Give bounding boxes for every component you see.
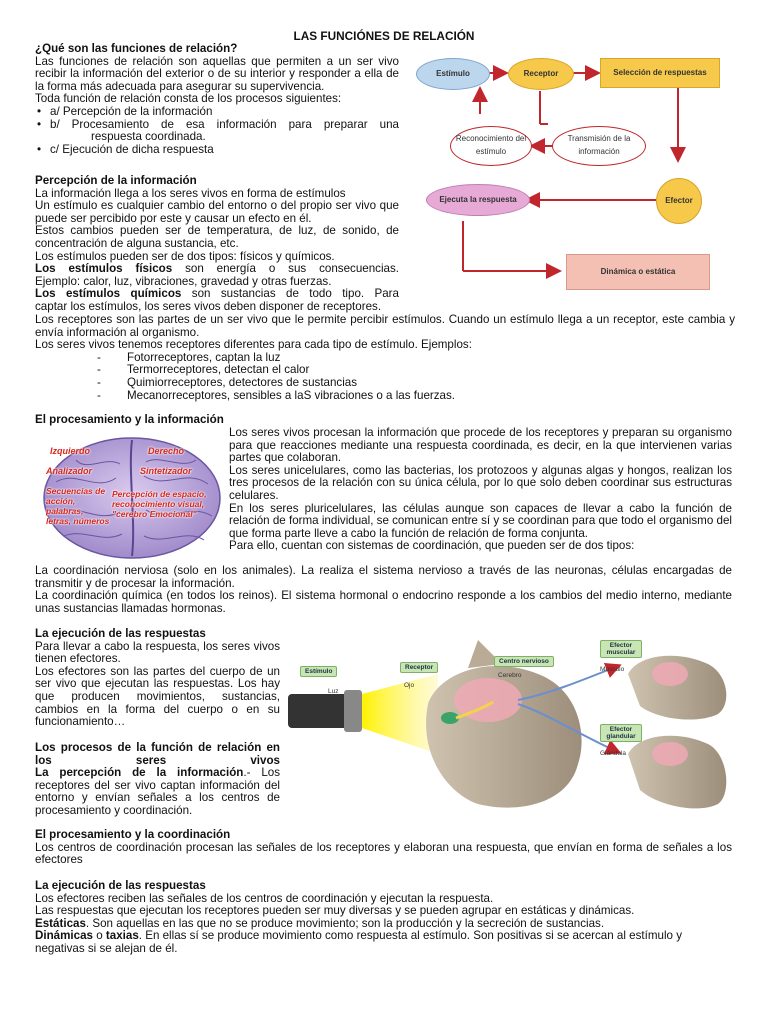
perception-p2: Un estímulo es cualquier cambio del entorno o del propio ser vivo que puede ser percibido por este y causar un efecto en él. (35, 199, 399, 225)
perception-fisicos (35, 263, 399, 276)
processing-p3: En los seres pluricelulares, las células aunque son capaces de llevar a cabo la función de relación de forma individual, se comunican entre sí y se coordinan para que todo el organismo del que forma parte lleve a cabo la función de relación de forma conjunta. (229, 501, 732, 540)
brain-izquierdo-label: Izquierdo (50, 446, 90, 456)
list-item: - Quimiorreceptores, detectores de sustancias (35, 377, 735, 390)
execution2-dinamicas (35, 930, 732, 955)
procesos-body: .- Los receptores del ser vivo captan información del entorno y envían señales a los centros de procesamiento y coordinación. (35, 766, 281, 817)
flow-receptor-node: Receptor (508, 58, 574, 90)
quimicos-bold: Los estímulos químicos (35, 287, 182, 301)
perception-p1: La información llega a los seres vivos en forma de estímulos (35, 186, 346, 200)
coordination-types (35, 565, 732, 615)
dinamicas-text: . En ellas sí se produce movimiento como respuesta al estímulo. Son positivas si se acercan al estímulo y negativas si se alejan de él. (35, 929, 682, 955)
relation-flow-diagram (408, 46, 738, 306)
cat-luz-label: Luz (328, 688, 339, 695)
receptor-types-list (35, 352, 735, 402)
procesos-text (35, 767, 280, 817)
brain-sintetizador-label: Sintetizador (140, 466, 192, 476)
processing-p4: Para ello, cuentan con sistemas de coordinación, que pueden ser de dos tipos: (229, 539, 635, 553)
brain-left-list: Secuencias de acción, palabras, letras, números (46, 486, 110, 526)
processing-heading: El procesamiento y la información (35, 413, 224, 426)
cat-stimulus-illustration (288, 634, 732, 820)
perception-captar: captar los estímulos, los seres vivos deben disponer de receptores. (35, 299, 382, 313)
flow-estimulo-node: Estímulo (416, 58, 490, 90)
cat-receptor-tag: Receptor (400, 662, 438, 673)
brain-illustration (36, 432, 228, 562)
cat-centro-tag: Centro nervioso (494, 656, 554, 667)
execution-section (35, 628, 280, 729)
perception-p4: Los estímulos pueden ser de dos tipos: físicos y químicos. (35, 249, 335, 263)
flow-ejecuta-node: Ejecuta la respuesta (426, 184, 530, 216)
execution2-heading: La ejecución de las respuestas (35, 879, 206, 892)
processing-p5: La coordinación nerviosa (solo en los animales). La realiza el sistema nervioso a través de las neuronas, células encargadas de transmitir y de procesar la información. (35, 564, 732, 590)
list-item: - Fotorreceptores, captan la luz (35, 352, 735, 365)
dinamicas-o: o (93, 929, 106, 943)
procesos-lead: La percepción de la información (35, 766, 244, 780)
quimicos-text: son sustancias de todo tipo. Para (181, 287, 399, 301)
perception-section (35, 175, 399, 314)
execution-p1: Para llevar a cabo la respuesta, los seres vivos tienen efectores. (35, 639, 280, 666)
flow-efector-node: Efector (656, 178, 702, 224)
brain-derecho-label: Derecho (148, 446, 185, 456)
processing-text (229, 427, 732, 553)
brain-analizador-label: Analizador (46, 466, 93, 476)
execution-heading: La ejecución de las respuestas (35, 627, 206, 640)
intro-section (35, 43, 399, 156)
execution-p2: Los efectores son las partes del cuerpo de un ser vivo que ejecutan las respuestas. Los hay que producen movimientos, sustancias, cambios en la forma del cuerpo o en su funcionamiento… (35, 664, 280, 729)
cat-musculo-label: Músculo (600, 666, 625, 673)
list-item: • a/ Percepción de la información (35, 106, 399, 119)
receptores-paragraph: Los receptores son las partes de un ser vivo que le permite percibir estímulos. Cuando un estímulo llega a un receptor, este cambia y envía información al organismo. (35, 313, 735, 339)
flow-transmision-node: Transmisión de la información (552, 126, 646, 166)
processing-p6: La coordinación química (en todos los reinos). El sistema hormonal o endocrino responde a los cambios del medio interno, mediante unas sustancias llamadas hormonas. (35, 589, 732, 615)
procesos-heading: Los procesos de la función de relación en los seres vivos (35, 741, 280, 767)
processing-p2: Los seres unicelulares, como las bacterias, los protozoos y algunas algas y hongos, realizan los tres procesos de la relación con su única célula, por lo que solo deben coordinar sus estructuras celulares. (229, 463, 732, 502)
execution2-p1: Los efectores reciben las señales de los centros de coordinación y ejecutan la respuesta. (35, 891, 494, 905)
list-item-cont: respuesta coordinada. (91, 130, 206, 144)
tenemos-paragraph: Los seres vivos tenemos receptores diferentes para cada tipo de estímulo. Ejemplos: (35, 338, 472, 352)
list-item: • b/ Procesamiento de esa información para preparar una (35, 119, 399, 132)
dinamicas-bold: Dinámicas (35, 929, 93, 943)
coordination-heading: El procesamiento y la coordinación (35, 828, 231, 841)
brain-right-list: Percepción de espacio, reconocimiento visual, "cerebro Emocional" (112, 489, 207, 519)
list-item: - Termorreceptores, detectan el calor (35, 364, 735, 377)
processes-list (35, 106, 399, 156)
flow-reconocimiento-node: Reconocimiento del estímulo (450, 126, 532, 166)
cat-efector-glandular-tag: Efector glandular (600, 724, 642, 742)
procesos-section (35, 742, 280, 818)
intro-heading: ¿Qué son las funciones de relación? (35, 42, 238, 55)
cat-ojo-label: Ojo (404, 682, 415, 689)
perception-heading: Percepción de la información (35, 174, 197, 187)
fisicos-text: son energía o sus consecuencias. (172, 262, 400, 276)
page-title: LAS FUNCIÓNES DE RELACIÓN (293, 29, 475, 43)
estaticas-bold: Estáticas (35, 916, 86, 930)
perception-ejemplo: Ejemplo: calor, luz, vibraciones, gravedad y otras fuerzas. (35, 274, 332, 288)
list-item: - Mecanorreceptores, sensibles a laS vibraciones o a las fuerzas. (35, 390, 735, 403)
perception-p3: Estos cambios pueden ser de temperatura, de luz, de sonido, de concentración de alguna sustancia, etc. (35, 224, 399, 250)
list-item: • c/ Ejecución de dicha respuesta (35, 144, 399, 157)
cat-efector-muscular-tag: Efector muscular (600, 640, 642, 658)
coordination-section (35, 829, 732, 867)
taxias-bold: taxias (105, 929, 139, 943)
execution2-section (35, 880, 732, 956)
flow-dinamica-node: Dinámica o estática (566, 254, 710, 290)
cat-glandula-label: Glándula (600, 750, 627, 757)
receptores-section (35, 314, 735, 402)
cat-cerebro-label: Cerebro (498, 672, 522, 679)
estaticas-text: . Son aquellas en las que no se produce movimiento; son la producción y la secreción de sustancias. (85, 916, 605, 930)
processing-p1: Los seres vivos procesan la información que procede de los receptores y preparan su organismo para que reacciones mediante una respuesta coordinada, es decir, en la que intervienen varias partes que colaboran. (229, 426, 732, 465)
coordination-p1: Los centros de coordinación procesan las señales de los receptores y elaboran una respuesta, que envían en forma de señales a los efectores (35, 840, 732, 867)
execution2-p2: Las respuestas que ejecutan los receptores pueden ser muy diversas y se pueden agrupar en estáticas y dinámicas. (35, 904, 635, 918)
flow-seleccion-node: Selección de respuestas (600, 58, 720, 88)
fisicos-bold: Los estímulos físicos (35, 262, 173, 276)
processes-intro: Toda función de relación consta de los procesos siguientes: (35, 92, 342, 106)
cat-estimulo-tag: Estímulo (300, 666, 337, 677)
intro-paragraph: Las funciones de relación son aquellas que permiten a un ser vivo recibir la información del exterior o de su interior y responder a ella de la forma más adecuada para asegurar su supervivencia. (35, 54, 399, 93)
